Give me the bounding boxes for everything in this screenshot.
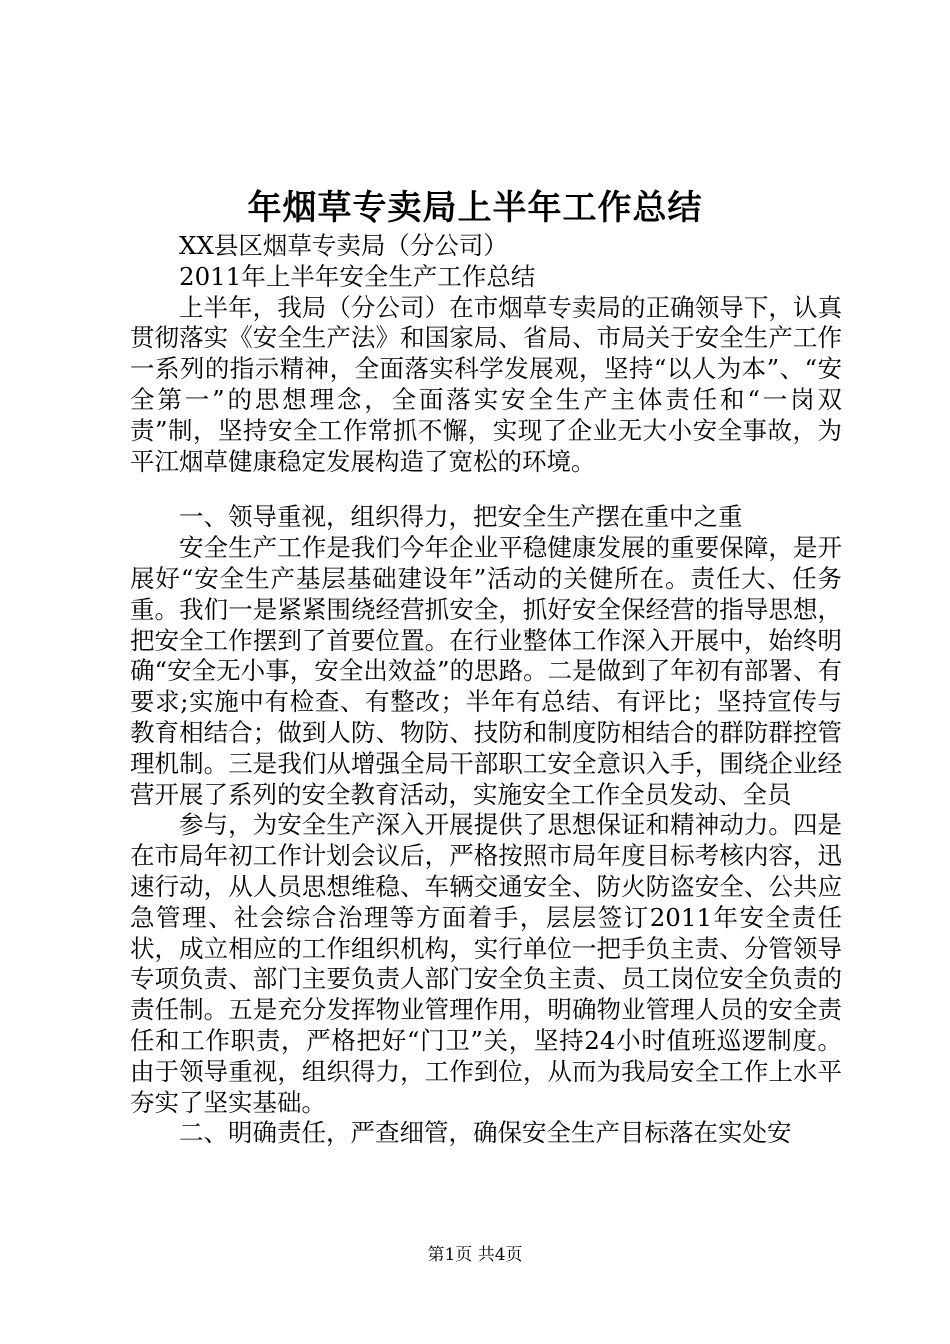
document-title: 年烟草专卖局上半年工作总结 [247,188,703,228]
body-paragraph: 安全生产工作是我们今年企业平稳健康发展的重要保障，是开展好“安全生产基层基础建设年”活动的关健所在。责任大、任务重。我们一是紧紧围绕经营抓安全，抓好安全保经营的指导思想，把安全工作摆到了首要位置。在行业整体工作深入开展中，始终明确“安全无小事，安全出效益”的思路。二是做到了年初有部署、有要求;实施中有检查、有整改；半年有总结、有评比；坚持宣传与教育相结合；做到人防、物防、技防和制度防相结合的群防群控管理机制。三是我们从增强全局干部职工安全意识入手，围绕企业经营开展了系列的安全教育活动，实施安全工作全员发动、全员 [130,533,842,809]
page-indicator: 第1页 共4页 [427,1245,523,1265]
intro-paragraph: 上半年，我局（分公司）在市烟草专卖局的正确领导下，认真贯彻落实《安全生产法》和国家局、省局、市局关于安全生产工作一系列的指示精神，全面落实科学发展观，坚持“以人为本”、“安全第一”的思想理念，全面落实安全生产主体责任和“一岗双责”制，坚持安全工作常抓不懈，实现了企业无大小安全事故，为平江烟草健康稳定发展构造了宽松的环境。 [130,292,842,476]
section-heading-2: 二、明确责任，严查细管，确保安全生产目标落在实处安 [179,1118,792,1148]
page-footer [0,1243,950,1267]
body-paragraph: 参与，为安全生产深入开展提供了思想保证和精神动力。四是在市局年初工作计划会议后，严格按照市局年度目标考核内容，迅速行动，从人员思想维稳、车辆交通安全、防火防盗安全、公共应急管理、社会综合治理等方面着手，层层签订2011年安全责任状，成立相应的工作组织机构，实行单位一把手负主责、分管领导专项负责、部门主要负责人部门安全负主责、员工岗位安全负责的责任制。五是充分发挥物业管理作用，明确物业管理人员的安全责任和工作职责，严格把好“门卫”关，坚持24小时值班巡逻制度。由于领导重视，组织得力，工作到位，从而为我局安全工作上水平夯实了坚实基础。 [130,810,842,1117]
section-heading-1: 一、领导重视，组织得力，把安全生产摆在重中之重 [179,502,743,532]
document-body [130,231,842,1149]
subtitle-line: 2011年上半年安全生产工作总结 [179,261,536,291]
org-name-line: XX县区烟草专卖局（分公司） [179,231,508,260]
